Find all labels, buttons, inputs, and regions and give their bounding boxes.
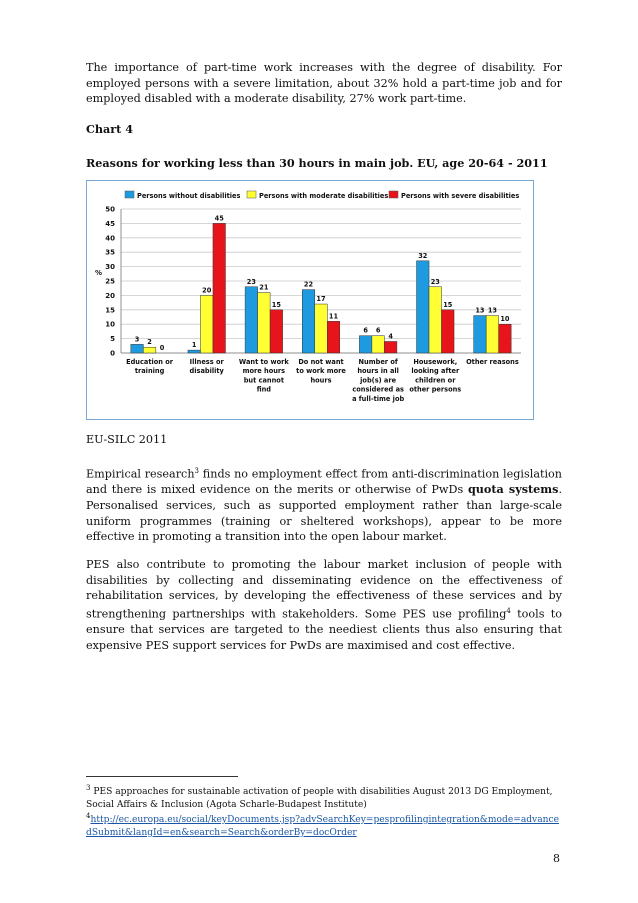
bar bbox=[131, 344, 144, 353]
chart-source: EU-SILC 2011 bbox=[86, 433, 168, 446]
data-label: 11 bbox=[328, 312, 339, 321]
bar bbox=[474, 316, 487, 353]
page-number: 8 bbox=[553, 852, 560, 865]
x-tick-label: to work more bbox=[296, 367, 346, 376]
data-label: 32 bbox=[418, 251, 428, 260]
bar bbox=[188, 350, 201, 353]
bar bbox=[302, 290, 315, 353]
bar-chart bbox=[87, 181, 533, 419]
y-tick-label: 35 bbox=[105, 248, 115, 257]
footnote-4 bbox=[86, 810, 562, 839]
data-label: 13 bbox=[475, 306, 485, 315]
data-label: 23 bbox=[430, 277, 440, 286]
para1-text-b: finds no employment effect from anti-discrimination legislation and there is mixed evidence on the merits or otherwise of PwDs bbox=[86, 467, 562, 497]
data-label: 1 bbox=[191, 341, 197, 350]
legend-label: Persons without disabilities bbox=[137, 192, 241, 200]
x-tick-label: but cannot bbox=[243, 376, 285, 385]
y-tick-label: 45 bbox=[105, 219, 115, 228]
chart-label: Chart 4 bbox=[86, 122, 134, 136]
quota-systems-term: quota systems bbox=[467, 482, 559, 497]
footnote-3-mark: 3 bbox=[86, 784, 91, 792]
x-tick-label: hours bbox=[310, 376, 332, 385]
footnote-3-text: PES approaches for sustainable activation of people with disabilities August 2013 DG Employment, Social Affairs & Inclusion (Agota Scharle-Budapest Institute) bbox=[86, 787, 553, 810]
data-label: 21 bbox=[259, 283, 269, 292]
x-tick-label: Number of bbox=[358, 358, 398, 366]
bar bbox=[213, 223, 226, 353]
data-label: 20 bbox=[202, 286, 212, 295]
data-label: 6 bbox=[363, 326, 368, 335]
legend-swatch bbox=[125, 191, 134, 198]
data-label: 45 bbox=[214, 214, 224, 223]
y-tick-label: 40 bbox=[105, 234, 115, 243]
data-label: 13 bbox=[487, 306, 498, 315]
bar bbox=[200, 295, 213, 353]
bar bbox=[327, 321, 340, 353]
data-label: 15 bbox=[271, 300, 281, 309]
bar bbox=[245, 287, 258, 353]
footnote-4-link[interactable]: http://ec.europa.eu/social/keyDocuments.jsp?advSearchKey=pesprofilingintegration&mode=advancedSubmit&langId=en&search=Search&orderBy=docOrder bbox=[86, 815, 559, 838]
bar bbox=[499, 324, 512, 353]
para2-text-a: PES also contribute to promoting the labour market inclusion of people with disabilities by collecting and disseminating evidence on the effectiveness of rehabilitation services, by developing the effectiveness of these services and by strengthening partnerships with stakeholders. Some PES use profiling bbox=[86, 558, 562, 621]
bar bbox=[442, 310, 455, 353]
y-tick-label: 5 bbox=[110, 335, 115, 344]
data-label: 4 bbox=[388, 332, 393, 341]
bar bbox=[486, 316, 499, 353]
x-tick-label: more hours bbox=[242, 367, 286, 376]
bar bbox=[258, 293, 271, 353]
footnote-ref-3[interactable]: 3 bbox=[194, 467, 200, 475]
data-label: 10 bbox=[500, 315, 510, 324]
y-axis-label: % bbox=[95, 269, 103, 277]
paragraph-empirical-research bbox=[86, 464, 562, 545]
x-tick-label: Do not want bbox=[298, 358, 344, 366]
x-tick-label: other persons bbox=[409, 385, 462, 394]
x-tick-label: Housework, bbox=[413, 358, 458, 366]
bar bbox=[270, 310, 283, 353]
bar bbox=[384, 341, 397, 353]
y-tick-label: 15 bbox=[105, 306, 115, 315]
y-tick-label: 25 bbox=[105, 277, 115, 286]
data-label: 6 bbox=[375, 326, 381, 335]
data-label: 3 bbox=[134, 335, 140, 344]
y-tick-label: 30 bbox=[105, 263, 115, 272]
y-tick-label: 20 bbox=[105, 291, 115, 300]
paragraph-pes bbox=[86, 557, 562, 653]
bar bbox=[429, 287, 442, 353]
chart-container bbox=[86, 180, 534, 420]
data-label: 22 bbox=[303, 280, 314, 289]
footnote-4-mark: 4 bbox=[86, 812, 91, 820]
bar bbox=[417, 261, 430, 353]
chart-legend bbox=[125, 191, 519, 200]
data-label: 2 bbox=[147, 338, 152, 347]
x-tick-label: looking after bbox=[411, 367, 460, 376]
x-tick-label: hours in all bbox=[357, 367, 399, 376]
data-label: 15 bbox=[443, 300, 453, 309]
bar bbox=[372, 336, 385, 353]
legend-swatch bbox=[247, 191, 256, 198]
footnote-ref-4[interactable]: 4 bbox=[506, 606, 511, 615]
para1-text-c: . Personalised services, such as supported employment rather than large-scale uniform programmes (training or sheltered workshops), appear to be more effective in promoting a transition into the open labour market. bbox=[86, 483, 562, 544]
x-tick-label: a full-time job bbox=[352, 394, 405, 403]
para1-text-a: Empirical research bbox=[86, 467, 195, 481]
data-label: 17 bbox=[316, 295, 326, 304]
bar bbox=[359, 336, 372, 353]
legend-swatch bbox=[389, 191, 398, 198]
x-tick-label: Other reasons bbox=[466, 358, 519, 366]
x-tick-label: considered as bbox=[352, 385, 404, 394]
data-label: 0 bbox=[159, 344, 165, 352]
x-tick-label: disability bbox=[189, 367, 224, 376]
y-tick-label: 10 bbox=[105, 320, 115, 329]
chart-title: Reasons for working less than 30 hours in main job. EU, age 20-64 - 2011 bbox=[86, 156, 548, 170]
bar bbox=[143, 347, 156, 353]
intro-paragraph: The importance of part-time work increases with the degree of disability. For employed persons with a severe limitation, about 32% hold a part-time job and for employed disabled with a moderate disability, 27% work part-time. bbox=[86, 61, 562, 106]
para2-text-b: tools to ensure that services are targeted to the neediest clients thus also ensuring that expensive PES support services for PwDs are maximised and cost effective. bbox=[86, 607, 562, 652]
bar bbox=[315, 304, 328, 353]
legend-label: Persons with severe disabilities bbox=[401, 192, 520, 200]
x-tick-label: Education or bbox=[126, 358, 174, 366]
x-tick-label: children or bbox=[415, 376, 456, 385]
footnote-divider bbox=[86, 776, 238, 777]
x-tick-label: training bbox=[134, 367, 165, 376]
y-tick-label: 0 bbox=[110, 349, 115, 358]
x-tick-label: Illness or bbox=[189, 358, 224, 366]
footnote-3 bbox=[86, 782, 562, 811]
legend-label: Persons with moderate disabilities bbox=[259, 192, 389, 200]
x-tick-label: Want to work bbox=[238, 358, 289, 366]
data-label: 23 bbox=[246, 277, 256, 286]
x-tick-label: find bbox=[256, 385, 272, 394]
x-tick-label: job(s) are bbox=[360, 376, 397, 385]
y-tick-label: 50 bbox=[105, 205, 115, 214]
